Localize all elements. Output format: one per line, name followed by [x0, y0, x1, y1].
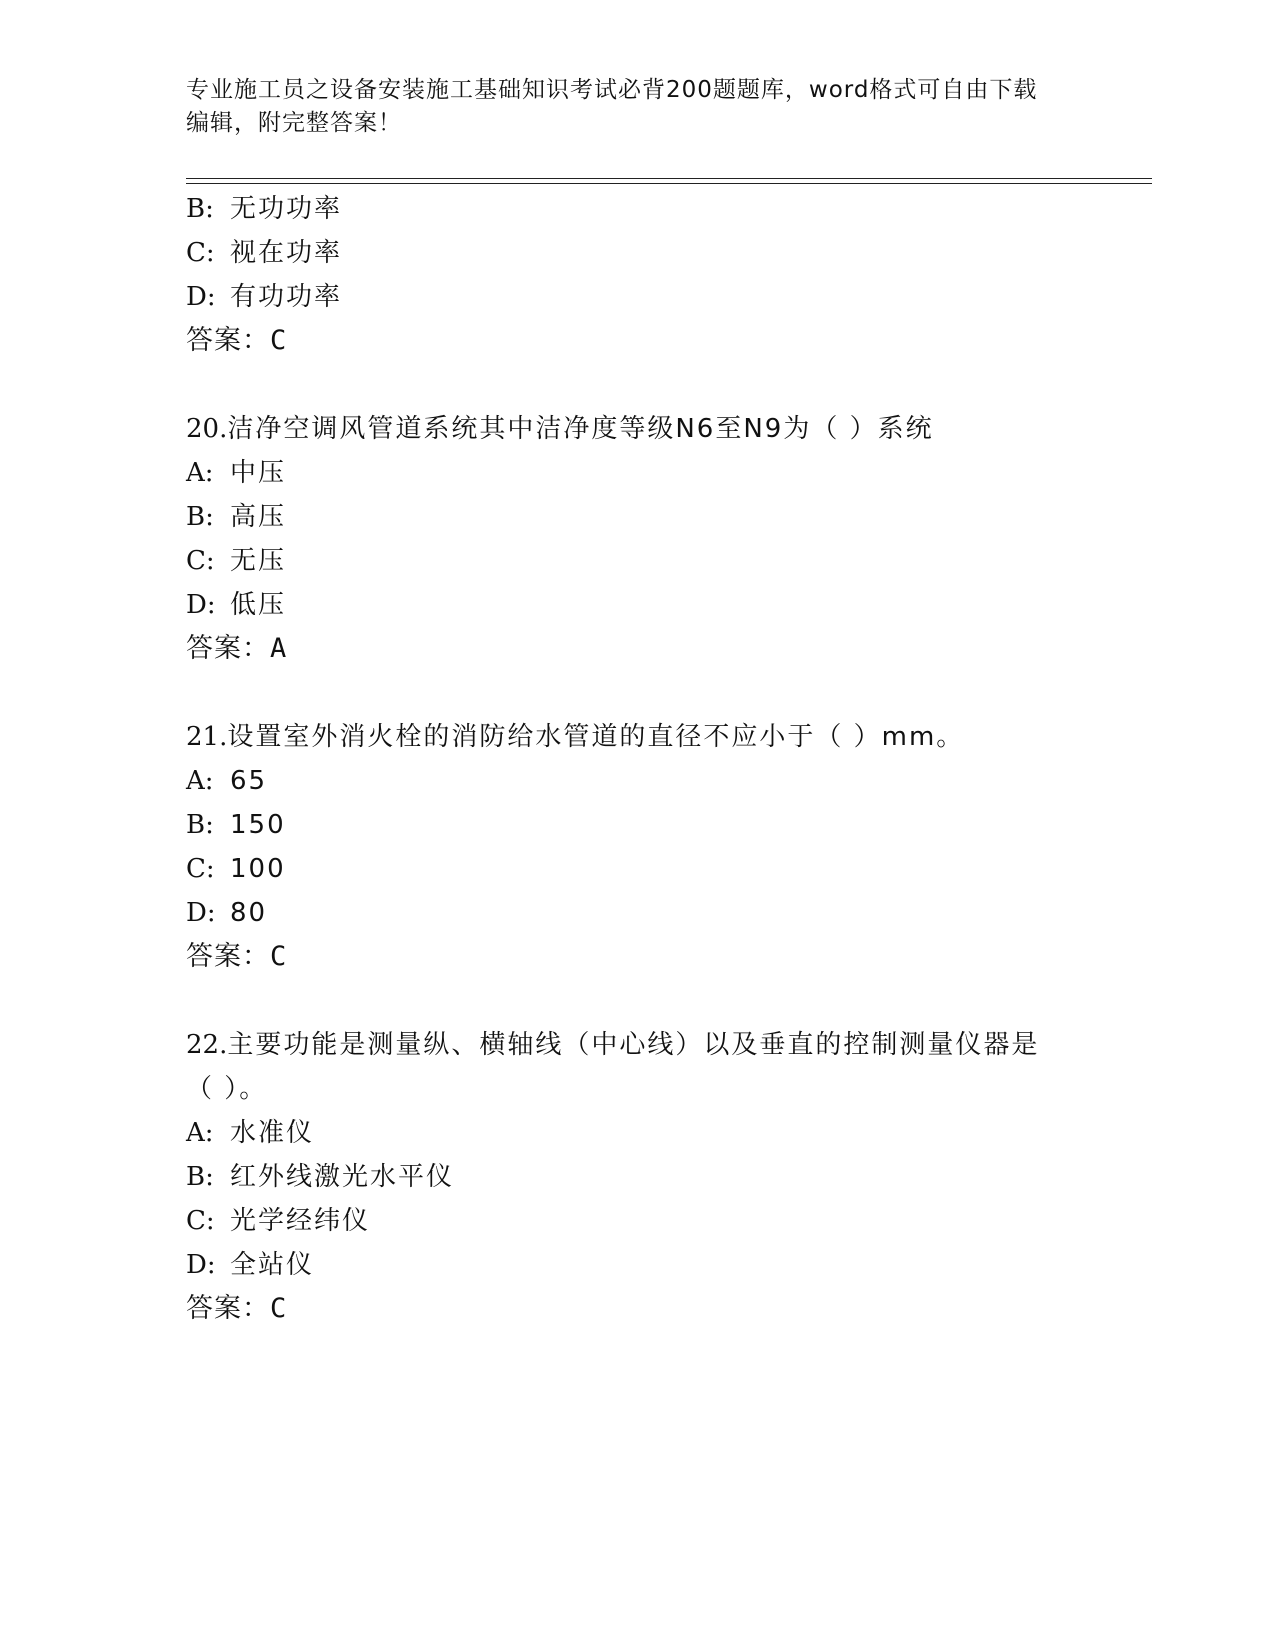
q20-answer — [186, 632, 287, 666]
question-text: 设置室外消火栓的消防给水管道的直径不应小于（ ）mm。 — [227, 722, 965, 752]
q22-option-a — [186, 1116, 314, 1150]
q21-option-b — [186, 808, 286, 842]
answer-value: A — [270, 633, 288, 664]
answer-label: 答案： — [186, 1293, 270, 1324]
option-key: C: — [186, 238, 215, 268]
option-text: 全站仪 — [230, 1250, 315, 1280]
question-21 — [186, 720, 964, 754]
q21-option-c — [186, 852, 286, 886]
question-text: 洁净空调风管道系统其中洁净度等级N6至N9为（ ）系统 — [227, 414, 934, 444]
option-key: C: — [186, 854, 215, 884]
q20-option-c — [186, 544, 286, 578]
question-text-continued: （ ）。 — [186, 1074, 268, 1104]
header-line-2: 编辑，附完整答案！ — [186, 110, 402, 136]
question-number: 22. — [186, 1030, 228, 1060]
option-text: 中压 — [230, 458, 287, 488]
q21-option-d — [186, 896, 267, 930]
answer-value: C — [270, 941, 288, 972]
option-key: C: — [186, 1206, 215, 1236]
option-key: B: — [186, 502, 214, 532]
option-text: 80 — [230, 898, 268, 928]
option-key: A: — [186, 1118, 214, 1148]
option-key: A: — [186, 458, 214, 488]
option-text: 有功功率 — [230, 282, 343, 312]
option-key: D: — [186, 282, 216, 312]
question-20 — [186, 412, 934, 446]
option-text: 150 — [230, 810, 286, 840]
option-key: D: — [186, 590, 216, 620]
option-text: 65 — [230, 766, 268, 796]
option-key: B: — [186, 1162, 214, 1192]
q21-option-a — [186, 764, 267, 798]
question-number: 21. — [186, 722, 228, 752]
prev-answer — [186, 324, 287, 358]
question-number: 20. — [186, 414, 228, 444]
option-text: 无功功率 — [230, 194, 343, 224]
answer-value: C — [270, 1293, 288, 1324]
option-text: 光学经纬仪 — [230, 1206, 371, 1236]
option-key: C: — [186, 546, 215, 576]
option-key: B: — [186, 810, 214, 840]
q22-answer — [186, 1292, 287, 1326]
option-text: 高压 — [230, 502, 287, 532]
answer-label: 答案： — [186, 633, 270, 664]
q20-option-d — [186, 588, 286, 622]
prev-option-b — [186, 192, 342, 226]
q20-option-a — [186, 456, 286, 490]
answer-value: C — [270, 325, 288, 356]
question-22 — [186, 1028, 1039, 1062]
option-key: D: — [186, 898, 216, 928]
document-header — [186, 74, 1086, 140]
header-divider-bottom — [186, 183, 1152, 184]
option-text: 视在功率 — [230, 238, 343, 268]
option-key: D: — [186, 1250, 216, 1280]
option-text: 红外线激光水平仪 — [230, 1162, 455, 1192]
answer-label: 答案： — [186, 325, 270, 356]
option-text: 水准仪 — [230, 1118, 315, 1148]
option-text: 100 — [230, 854, 286, 884]
answer-label: 答案： — [186, 941, 270, 972]
header-divider-top — [186, 178, 1152, 179]
option-key: A: — [186, 766, 214, 796]
header-line-1: 专业施工员之设备安装施工基础知识考试必背200题题库，word格式可自由下载 — [186, 77, 1038, 103]
q22-option-d — [186, 1248, 314, 1282]
option-text: 无压 — [230, 546, 287, 576]
question-text: 主要功能是测量纵、横轴线（中心线）以及垂直的控制测量仪器是 — [227, 1030, 1040, 1060]
question-22-continued — [186, 1072, 267, 1106]
q22-option-c — [186, 1204, 370, 1238]
prev-option-c — [186, 236, 342, 270]
option-text: 低压 — [230, 590, 287, 620]
q20-option-b — [186, 500, 286, 534]
option-key: B: — [186, 194, 214, 224]
q22-option-b — [186, 1160, 454, 1194]
q21-answer — [186, 940, 287, 974]
prev-option-d — [186, 280, 342, 314]
